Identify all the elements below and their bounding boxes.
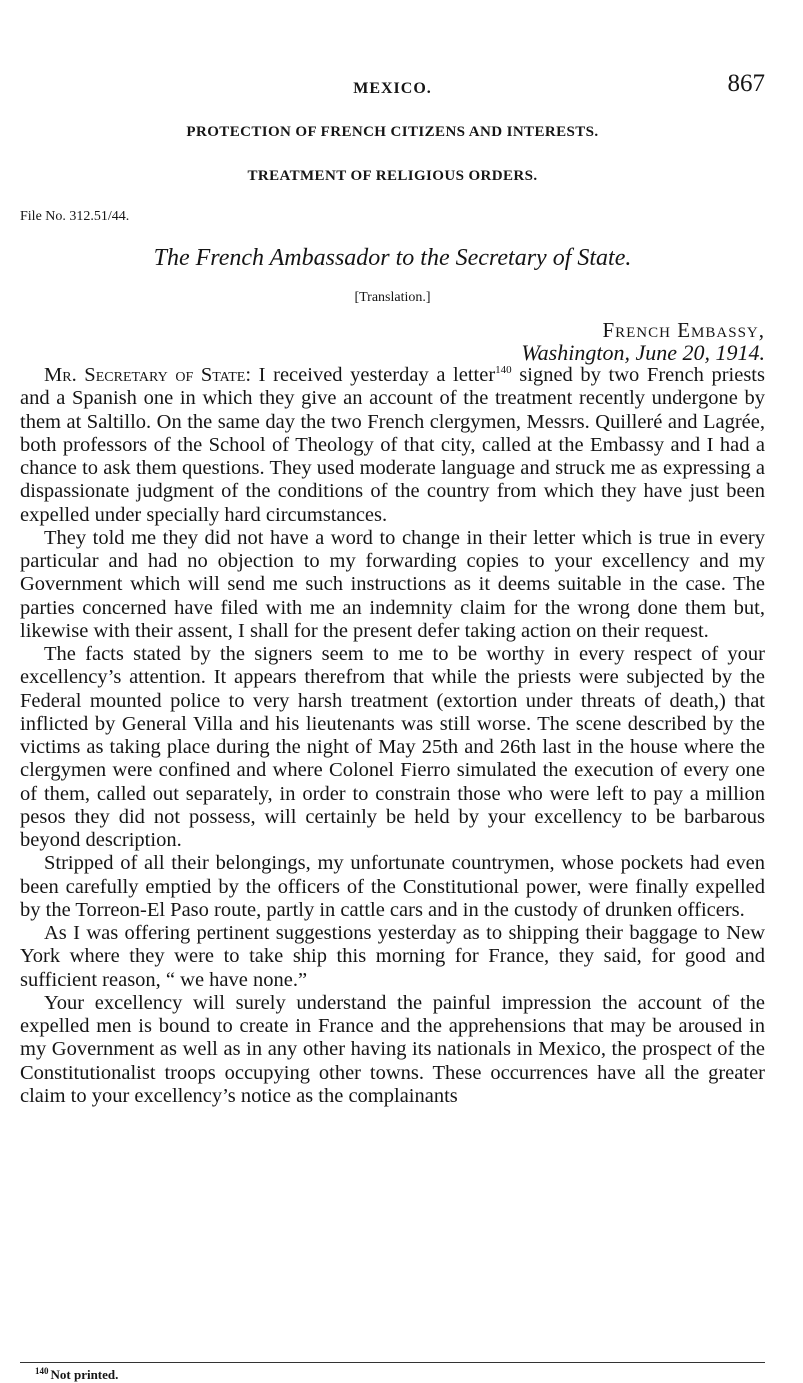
letter-body: [20, 364, 765, 1108]
subsection-heading: TREATMENT OF RELIGIOUS ORDERS.: [247, 168, 538, 184]
paragraph-1: [20, 364, 765, 527]
file-number: File No. 312.51/44.: [20, 209, 130, 224]
paragraph-1-text-a: I received yesterday a letter: [258, 364, 496, 386]
translation-note: [Translation.]: [354, 290, 431, 305]
footnote-number: 140: [35, 1365, 49, 1376]
paragraph-5: As I was offering pertinent suggestions yesterday as to shipping their baggage to New York where they were to take ship this morning for France, they said, for good and sufficient reason, “ we have none.”: [20, 922, 765, 991]
paragraph-3: The facts stated by the signers seem to me to be worthy in every respect of your excellency’s attention. It appears therefrom that while the priests were subjected by the Federal mounted police to very harsh treatment (extortion under threats of death,) that inflicted by General Villa and his lieutenants was still worse. The scene described by the victims as taking place during the night of May 25th and 26th last in the house where the clergymen were confined and where Colonel Fierro simulated the execution of every one of them, called out separately, in order to constrain those who were left to pay a million pesos they did not possess, will certainly be held by your excellency to be barbarous beyond description.: [20, 643, 765, 851]
section-heading: PROTECTION OF FRENCH CITIZENS AND INTERESTS.: [186, 124, 599, 140]
paragraph-1-text-b: signed by two French priests and a Spanish one in which they give an account of the treatment recently undergone by them at Saltillo. On the same day the two French clergymen, Messrs. Quilleré and Lagrée, both professors of the School of Theology of that city, called at the Embassy and I had a chance to ask them questions. They used moderate language and struck me as expressing a dispassionate judgment of the conditions of the country from which they have just been expelled under specially hard circumstances.: [20, 364, 765, 526]
footnote-text: Not printed.: [50, 1367, 119, 1382]
document-title: The French Ambassador to the Secretary of State.: [153, 245, 632, 271]
paragraph-4: Stripped of all their belongings, my unfortunate countrymen, whose pockets had even been carefully emptied by the officers of the Constitutional power, were finally expelled by the Torreon-El Paso route, partly in cattle cars and in the custody of drunken officers.: [20, 852, 765, 921]
running-header: [20, 70, 765, 106]
footnote: [35, 1367, 118, 1383]
footnote-reference: 140: [495, 364, 512, 377]
page-number: 867: [727, 70, 765, 97]
salutation: Mr. Secretary of State:: [44, 364, 252, 386]
dateline-date: Washington, June 20, 1914.: [521, 340, 765, 365]
running-title: MEXICO.: [353, 80, 432, 97]
paragraph-2: They told me they did not have a word to change in their letter which is true in every particular and had no objection to my forwarding copies to your excellency and my Government which will send me such instructions as it deems suitable in the case. The parties concerned have filed with me an indemnity claim for the wrong done them but, likewise with their assent, I shall for the present defer taking action on their request.: [20, 526, 765, 642]
paragraph-6: Your excellency will surely understand the painful impression the account of the expelled men is bound to create in France and the apprehensions that may be aroused in my Government as well as in any other having its nationals in Mexico, the prospect of the Constitutionalist troops occupying other towns. These occurrences have all the greater claim to your excellency’s notice as the complainants: [20, 991, 765, 1107]
dateline-place: French Embassy,: [602, 318, 765, 342]
footnote-divider: [20, 1362, 765, 1363]
